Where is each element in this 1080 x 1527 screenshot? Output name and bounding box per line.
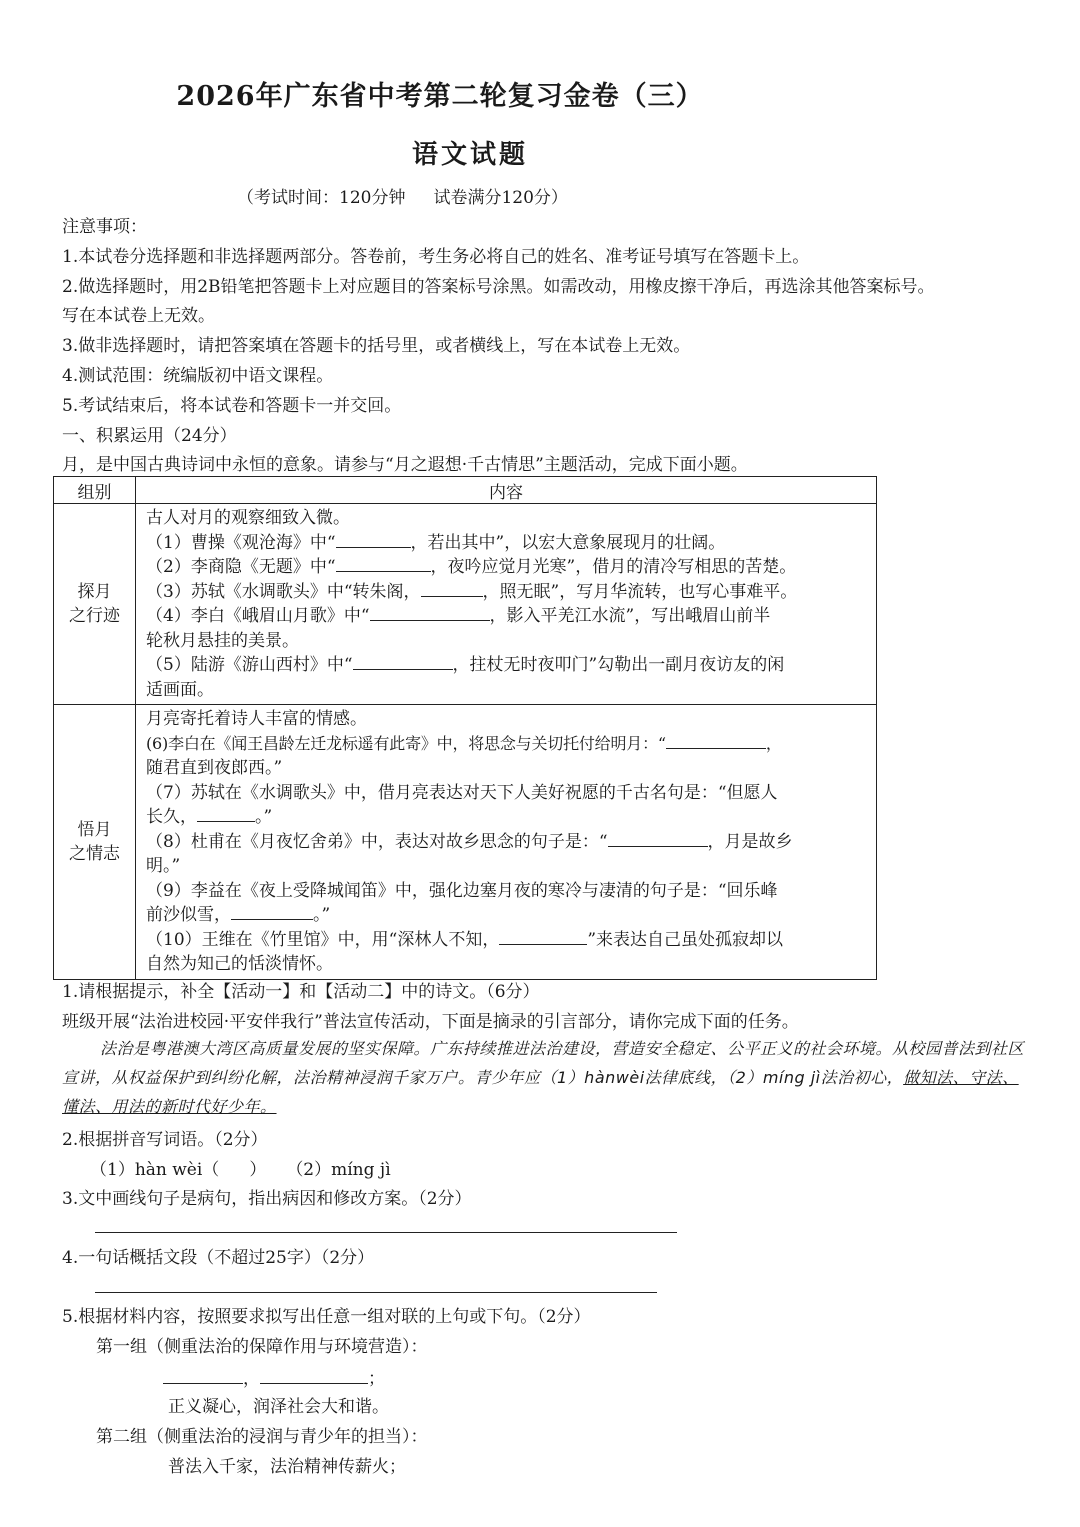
fill-blank[interactable] — [336, 546, 411, 548]
notice-item: 1.本试卷分选择题和非选择题两部分。答卷前，考生务必将自己的姓名、准考证号填写在答题卡上。 — [62, 247, 810, 267]
fill-blank[interactable] — [336, 570, 431, 572]
couplet-group-1-line1: ， ； — [163, 1364, 385, 1389]
notice-item: 4.测试范围：统编版初中语文课程。 — [62, 366, 334, 386]
fill-blank[interactable] — [421, 595, 483, 597]
table-header-group: 组别 — [54, 477, 136, 504]
question-line: （5）陆游《游山西村》中“ ，拄杖无时夜叩门”勾勒出一副月夜访友的闲 — [146, 655, 785, 675]
passage-underlined: 做知法、守法、懂法、用法的新时代好少年。 — [62, 1068, 1019, 1116]
question-2: 2.根据拼音写词语。（2分） — [62, 1130, 268, 1150]
question-4: 4.一句话概括文段（不超过25字）（2分） — [62, 1248, 375, 1268]
exam-info — [237, 183, 568, 208]
question-line: （3）苏轼《水调歌头》中“转朱阁， ，照无眠”，写月华流转，也写心事难平。 — [146, 581, 798, 602]
question-line: （4）李白《峨眉山月歌》中“ ，影入平羌江水流”，写出峨眉山前半 — [146, 606, 771, 626]
question-line: （9）李益在《夜上受降城闻笛》中，强化边塞月夜的寒冷与凄清的句子是：“回乐峰 — [146, 880, 778, 901]
question-line: 前沙似雪， 。” — [146, 905, 331, 925]
question-line: 适画面。 — [146, 679, 214, 700]
question-line: (6)李白在《闻王昌龄左迁龙标遥有此寄》中，将思念与关切托付给明月：“ ， — [146, 733, 782, 753]
section-intro: 月，是中国古典诗词中永恒的意象。请参与“月之遐想·千古情思”主题活动，完成下面小题。 — [62, 455, 748, 475]
table-row — [54, 705, 877, 980]
question-line: （1）曹操《观沧海》中“ ，若出其中”，以宏大意象展现月的壮阔。 — [146, 532, 726, 553]
row-intro: 古人对月的观察细致入微。 — [146, 508, 350, 528]
section-heading: 一、积累运用（24分） — [62, 426, 237, 446]
notice-item: 2.做选择题时，用2B铅笔把答题卡上对应题目的答案标号涂黑。如需改动，用橡皮擦干净后，再选涂其他答案标号。 — [62, 277, 935, 297]
answer-line[interactable] — [95, 1232, 677, 1233]
fill-blank[interactable] — [353, 668, 453, 670]
pinyin-item: （1）hàn wèi（ — [90, 1160, 220, 1180]
group-label: 悟月 — [77, 819, 112, 840]
fill-blank[interactable] — [197, 820, 255, 822]
fill-blank[interactable] — [163, 1369, 243, 1384]
pinyin-item: （2）míng jì — [286, 1160, 391, 1180]
question-line: 长久， 。” — [146, 807, 273, 827]
group-cell — [54, 705, 136, 980]
fill-blank[interactable] — [370, 619, 490, 621]
question-line: 明。” — [146, 856, 181, 876]
content-cell — [136, 705, 877, 980]
notice-heading: 注意事项： — [62, 217, 147, 237]
activity-intro: 班级开展“法治进校园·平安伴我行”普法宣传活动，下面是摘录的引言部分，请你完成下面的任务。 — [62, 1012, 799, 1032]
couplet-group-1-line2: 正义凝心，润泽社会大和谐。 — [168, 1397, 389, 1417]
couplet-group-1-label: 第一组（侧重法治的保障作用与环境营造）： — [96, 1337, 428, 1357]
passage-text: 法治是粤港澳大湾区高质量发展的坚实保障。广东持续推进法治建设，营造安全稳定、公平正义的社会环境。从校园普法到社区宣讲，从权益保护到纠纷化解，法治精神浸润千家万户。青少年应（1）hànwèi法律底线，（2）míng jì法治初心， — [62, 1039, 1025, 1087]
content-cell — [136, 504, 877, 705]
question-1: 1.请根据提示，补全【活动一】和【活动二】中的诗文。（6分） — [62, 982, 540, 1002]
row-intro: 月亮寄托着诗人丰富的情感。 — [146, 709, 367, 729]
passage — [62, 1034, 1032, 1121]
question-line: （2）李商隐《无题》中“ ，夜吟应觉月光寒”，借月的清冷写相思的苦楚。 — [146, 557, 797, 577]
question-line: 随君直到夜郎西。” — [146, 758, 283, 778]
group-label: 之行迹 — [69, 606, 120, 626]
question-5: 5.根据材料内容，按照要求拟写出任意一组对联的上句或下句。（2分） — [62, 1307, 591, 1327]
table-row — [54, 504, 877, 705]
couplet-group-2-line1: 普法入千家，法治精神传薪火； — [168, 1457, 406, 1477]
group-cell — [54, 504, 136, 705]
answer-line[interactable] — [95, 1292, 657, 1293]
table-header-row — [54, 477, 877, 504]
group-label: 探月 — [77, 582, 112, 602]
question-line: 自然为知己的恬淡情怀。 — [146, 954, 333, 974]
question-2-items: （1）hàn wèi（ ） （2）míng jì — [90, 1160, 391, 1180]
fill-blank[interactable] — [260, 1369, 368, 1384]
couplet-group-2-label: 第二组（侧重法治的浸润与青少年的担当）： — [96, 1427, 428, 1447]
group-label: 之情志 — [69, 843, 120, 864]
notice-item: 3.做非选择题时，请把答案填在答题卡的括号里，或者横线上，写在本试卷上无效。 — [62, 336, 691, 356]
exam-time: （考试时间：120分钟 — [237, 188, 406, 208]
question-line: （8）杜甫在《月夜忆舍弟》中，表达对故乡思念的句子是：“ ，月是故乡 — [146, 831, 793, 852]
question-line: 轮秋月悬挂的美景。 — [146, 630, 299, 651]
fill-blank[interactable] — [608, 845, 708, 847]
question-line: （7）苏轼在《水调歌头》中，借月亮表达对天下人美好祝愿的千古名句是：“但愿人 — [146, 782, 778, 803]
notice-item: 5.考试结束后，将本试卷和答题卡一并交回。 — [62, 396, 402, 416]
question-3: 3.文中画线句子是病句，指出病因和修改方案。（2分） — [62, 1189, 472, 1209]
notice-item: 写在本试卷上无效。 — [62, 306, 215, 326]
exam-score: 试卷满分120分） — [433, 188, 568, 208]
question-line: （10）王维在《竹里馆》中，用“深林人不知， ”来表达自己虽处孤寂却以 — [146, 929, 784, 950]
table-header-content: 内容 — [136, 477, 877, 504]
fill-blank[interactable] — [666, 747, 766, 749]
fill-blank[interactable] — [499, 943, 587, 945]
fill-blank[interactable] — [231, 918, 313, 920]
exam-title: 2026年广东省中考第二轮复习金卷（三） — [176, 81, 704, 112]
poetry-table — [53, 476, 877, 980]
exam-subject: 语文试题 — [411, 140, 528, 170]
